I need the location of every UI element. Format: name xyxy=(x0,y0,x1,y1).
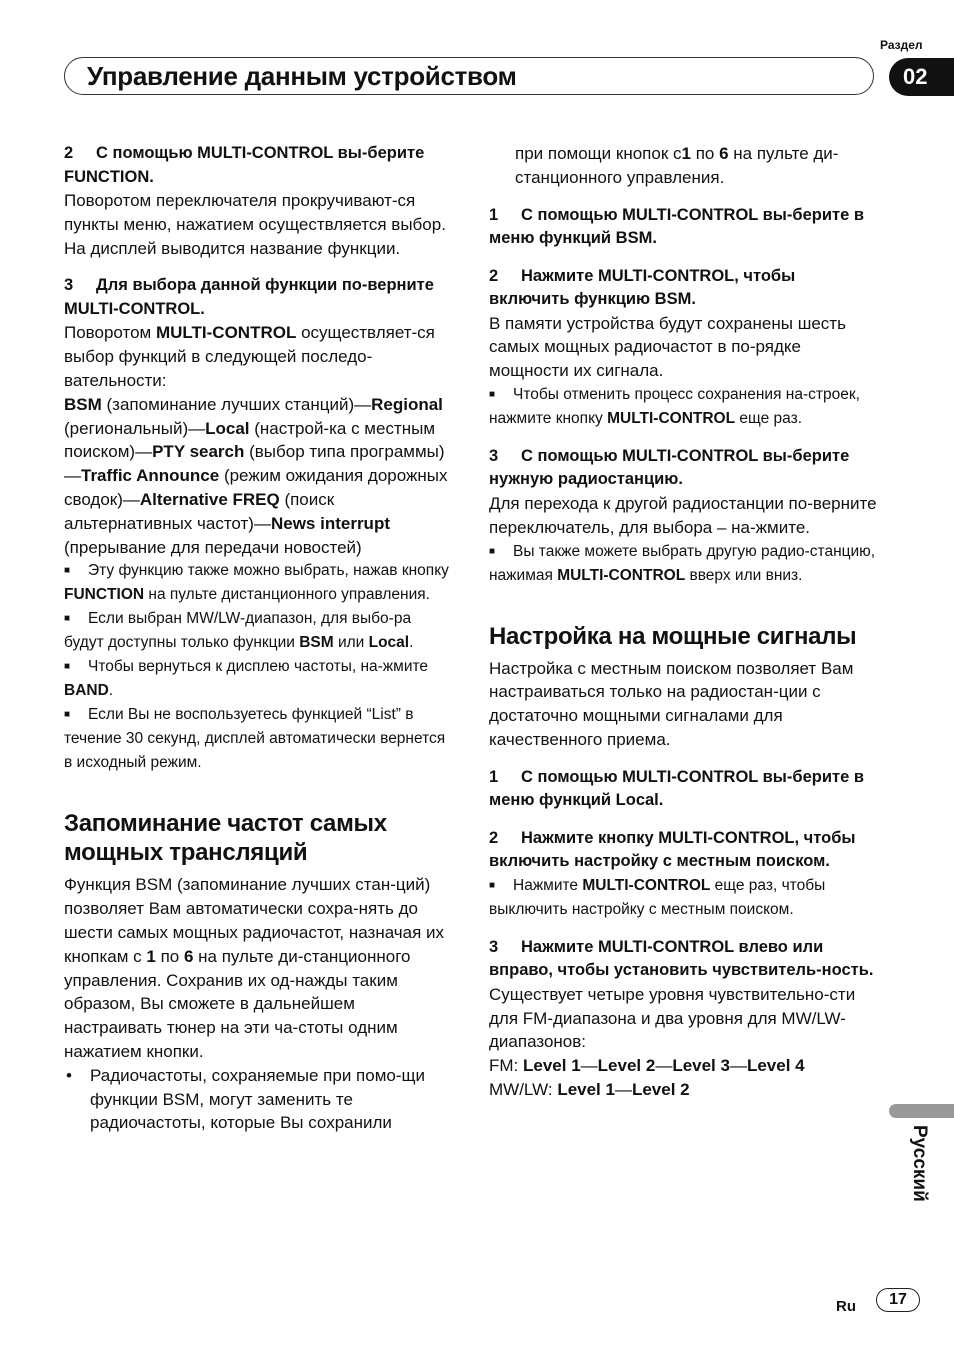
band-label: FM: xyxy=(489,1056,523,1076)
section-label: Раздел xyxy=(880,38,923,52)
term: Local xyxy=(368,634,410,652)
text: по xyxy=(155,946,184,966)
step-text: С помощью MULTI-CONTROL вы-берите FUNCTION. xyxy=(64,144,425,186)
step-text: Нажмите MULTI-CONTROL, чтобы включить функцию BSM. xyxy=(489,266,796,309)
note xyxy=(64,703,454,775)
note xyxy=(489,540,879,588)
term: MULTI-CONTROL xyxy=(607,409,736,427)
paragraph xyxy=(489,142,879,190)
text: еще раз. xyxy=(735,409,803,427)
right-column xyxy=(489,142,879,1102)
paragraph: На дисплей выводится название функции. xyxy=(64,238,401,258)
note xyxy=(64,655,454,703)
level-name: Level 1 xyxy=(557,1079,615,1099)
bullet-icon: ■ xyxy=(64,661,71,673)
chapter-badge: 02 xyxy=(889,58,954,96)
step-heading xyxy=(489,265,879,312)
step-text: С помощью MULTI-CONTROL вы-берите нужную радиостанцию. xyxy=(489,446,850,489)
band-label: MW/LW: xyxy=(489,1079,558,1099)
function-desc: (прерывание для передачи новостей) xyxy=(64,537,362,557)
step-number: 1 xyxy=(489,205,499,224)
function-desc: (настрой-ка с местным поиском)— xyxy=(64,418,436,462)
step-number: 1 xyxy=(489,767,499,786)
step-heading xyxy=(64,274,454,321)
function-desc: (запоминание лучших станций)— xyxy=(101,394,372,414)
level-name: Level 2 xyxy=(597,1056,656,1076)
text: вверх или вниз. xyxy=(685,566,803,584)
text: Чтобы отменить процесс сохранения на-строек, нажмите кнопку xyxy=(489,385,860,427)
function-name: Regional xyxy=(371,394,443,414)
note xyxy=(489,383,879,431)
paragraph xyxy=(64,321,454,392)
bullet-icon: ■ xyxy=(64,613,71,625)
step-heading xyxy=(489,445,879,492)
separator: — xyxy=(729,1056,747,1076)
left-column xyxy=(64,142,454,1135)
step-heading xyxy=(489,936,879,983)
note xyxy=(64,559,454,607)
text: Эту функцию также можно выбрать, нажав кнопку xyxy=(88,562,449,580)
paragraph: В памяти устройства будут сохранены шесть самых мощных радиочастот в по-рядке мощности их сигнала. xyxy=(489,313,846,381)
dot-icon: • xyxy=(66,1065,72,1085)
separator: — xyxy=(655,1056,673,1076)
function-name: Local xyxy=(205,418,250,438)
step-text: С помощью MULTI-CONTROL вы-берите в меню функций Local. xyxy=(489,767,864,810)
separator: — xyxy=(580,1056,598,1076)
text: Функция BSM (запоминание лучших стан-ций) позволяет Вам автоматически сохра-нять до шести самых мощных радиочастот, назначая их кнопкам с xyxy=(64,875,445,966)
header-bar xyxy=(64,57,874,95)
step-number: 2 xyxy=(64,144,74,162)
text: Чтобы вернуться к дисплею частоты, на-жмите xyxy=(88,658,429,676)
bullet-icon: ■ xyxy=(489,879,496,891)
step-heading xyxy=(64,142,454,189)
level-name: Level 4 xyxy=(746,1056,805,1076)
level-name: Level 1 xyxy=(523,1056,581,1076)
language-label: Русский xyxy=(909,1125,930,1202)
list-item xyxy=(64,1064,454,1135)
function-name: PTY search xyxy=(152,442,245,462)
step-heading xyxy=(489,766,879,813)
function-name: BSM xyxy=(64,394,102,414)
paragraph: Для перехода к другой радиостанции по-верните переключатель, для выбора – на-жмите. xyxy=(489,493,877,537)
mw-levels xyxy=(489,1078,879,1102)
text: Нажмите xyxy=(513,876,583,894)
text: Если выбран MW/LW-диапазон, для выбо-ра будут доступны только функции xyxy=(64,610,412,652)
bullet-icon: ■ xyxy=(64,709,71,721)
page-title: Управление данным устройством xyxy=(87,61,517,91)
function-desc: (региональный)— xyxy=(64,418,206,438)
footer-language: Ru xyxy=(836,1298,856,1315)
section-heading: Запоминание частот самых мощных трансляций xyxy=(64,810,387,867)
term: 1 xyxy=(146,946,156,966)
paragraph: Существует четыре уровня чувствительно-сти для FM-диапазона и два уровня для MW/LW-диапазонов: xyxy=(489,984,856,1052)
term: MULTI-CONTROL xyxy=(155,323,297,343)
function-name: Alternative FREQ xyxy=(139,489,280,509)
term: 6 xyxy=(719,144,729,163)
function-desc: (режим ожидания дорожных сводок)— xyxy=(64,466,448,509)
term: 6 xyxy=(183,946,194,966)
text: . xyxy=(108,682,114,700)
text: осуществляет-ся выбор функций в следующей последо-вательности: xyxy=(64,323,435,390)
term: MULTI-CONTROL xyxy=(557,566,686,584)
text: на пульте дистанционного управления. xyxy=(144,586,430,604)
function-name: Traffic Announce xyxy=(81,466,220,486)
bullet-icon: ■ xyxy=(489,388,496,400)
paragraph xyxy=(64,873,454,1063)
step-text: С помощью MULTI-CONTROL вы-берите в меню функций BSM. xyxy=(489,205,864,248)
step-number: 3 xyxy=(64,276,74,295)
bullet-icon: ■ xyxy=(489,545,496,557)
text: на пульте ди-станционного управления. xyxy=(515,144,839,187)
term: 1 xyxy=(681,144,691,163)
language-tab xyxy=(889,1104,954,1118)
term: FUNCTION xyxy=(64,586,145,604)
text: по xyxy=(690,144,720,163)
section-heading: Настройка на мощные сигналы xyxy=(489,622,857,650)
text: . xyxy=(409,634,414,652)
function-desc: (поиск альтернативных частот)— xyxy=(64,489,335,533)
step-text: Для выбора данной функции по-верните MULTI-CONTROL. xyxy=(64,276,434,318)
text: Радиочастоты, сохраняемые при помо-щи функции BSM, могут заменить те радиочастоты, которые Вы сохранили xyxy=(90,1065,425,1133)
note xyxy=(64,607,454,655)
bullet-icon: ■ xyxy=(64,565,71,577)
level-name: Level 2 xyxy=(631,1079,690,1099)
text: на пульте ди-станционного управления. Сохранив их од-нажды таким образом, Вы сможете в дальнейшем настраивать тюнер на эти ча-стоты одним нажатием кнопки. xyxy=(64,946,411,1061)
step-number: 2 xyxy=(489,828,499,847)
function-name: News interrupt xyxy=(270,513,390,533)
text: Если Вы не воспользуетесь функцией “List” в течение 30 секунд, дисплей автоматически вернется в исходный режим. xyxy=(64,706,446,772)
text: Поворотом xyxy=(64,323,156,343)
step-text: Нажмите кнопку MULTI-CONTROL, чтобы включить настройку с местным поиском. xyxy=(489,828,856,871)
step-number: 2 xyxy=(489,266,499,285)
paragraph: Настройка с местным поиском позволяет Вам настраиваться только на радиостан-ции с достаточно мощными сигналами для качественного приема. xyxy=(489,658,854,749)
note xyxy=(489,874,879,922)
text: при помощи кнопок с xyxy=(515,144,682,163)
text: Вы также можете выбрать другую радио-станцию, нажимая xyxy=(489,542,876,584)
text: или xyxy=(333,634,369,652)
term: MULTI-CONTROL xyxy=(582,876,711,894)
step-text: Нажмите MULTI-CONTROL влево или вправо, чтобы установить чувствитель-ность. xyxy=(489,937,874,980)
function-desc: (выбор типа программы)— xyxy=(64,442,445,486)
paragraph: Поворотом переключателя прокручивают-ся пункты меню, нажатием осуществляется выбор. xyxy=(64,191,446,234)
separator: — xyxy=(614,1079,632,1099)
term: BAND xyxy=(64,682,109,700)
step-heading xyxy=(489,827,879,874)
page-number: 17 xyxy=(876,1288,920,1312)
step-heading xyxy=(489,204,879,251)
text: еще раз, чтобы выключить настройку с местным поиском. xyxy=(489,876,826,918)
level-name: Level 3 xyxy=(672,1056,730,1076)
fm-levels xyxy=(489,1054,879,1078)
step-number: 3 xyxy=(489,446,499,465)
step-number: 3 xyxy=(489,937,499,956)
term: BSM xyxy=(299,634,334,652)
function-sequence xyxy=(64,393,454,560)
